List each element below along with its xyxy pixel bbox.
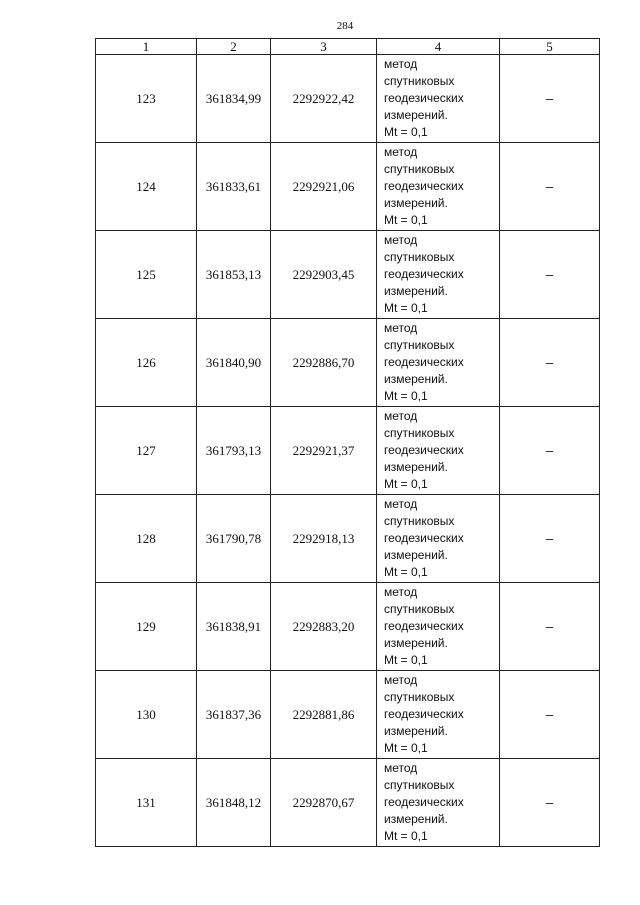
method-text-line: измерений. (384, 284, 448, 298)
method-text-line: измерений. (384, 196, 448, 210)
notes-cell (500, 55, 600, 143)
method-text-line: спутниковых (384, 602, 455, 616)
column-header: 3 (271, 39, 377, 55)
method-text-line: метод (384, 321, 418, 335)
method-text-line: Mt = 0,1 (384, 301, 428, 315)
method-text-line: геодезических (384, 179, 464, 193)
notes-cell (500, 319, 600, 407)
method-text-line: геодезических (384, 355, 464, 369)
coordinate-y-cell: 2292886,70 (271, 319, 377, 407)
notes-cell (500, 495, 600, 583)
method-cell (377, 671, 500, 759)
method-text-line: измерений. (384, 548, 448, 562)
coordinate-x-cell: 361840,90 (197, 319, 271, 407)
empty-value-dash: – (545, 90, 554, 106)
column-header: 5 (500, 39, 600, 55)
method-text-line: спутниковых (384, 250, 455, 264)
method-text-line: Mt = 0,1 (384, 829, 428, 843)
method-text-line: Mt = 0,1 (384, 565, 428, 579)
method-cell (377, 231, 500, 319)
point-number-cell: 131 (96, 759, 197, 847)
coordinate-x-cell: 361853,13 (197, 231, 271, 319)
method-text-line: метод (384, 673, 418, 687)
empty-value-dash: – (545, 178, 554, 194)
coordinate-y-cell: 2292883,20 (271, 583, 377, 671)
coordinates-table (95, 38, 600, 847)
method-text-line: Mt = 0,1 (384, 477, 428, 491)
method-text-line: спутниковых (384, 690, 455, 704)
method-text-line: метод (384, 409, 418, 423)
method-text-line: метод (384, 497, 418, 511)
coordinate-y-cell: 2292903,45 (271, 231, 377, 319)
column-header: 4 (377, 39, 500, 55)
column-header: 1 (96, 39, 197, 55)
method-text-line: Mt = 0,1 (384, 389, 428, 403)
method-text-line: метод (384, 585, 418, 599)
table-row (96, 759, 600, 847)
page-number: 284 (336, 20, 354, 32)
table-row (96, 319, 600, 407)
notes-cell (500, 231, 600, 319)
notes-cell (500, 759, 600, 847)
method-text-line: геодезических (384, 91, 464, 105)
table-row (96, 407, 600, 495)
column-header: 2 (197, 39, 271, 55)
method-text-line: измерений. (384, 108, 448, 122)
method-cell (377, 319, 500, 407)
method-text-line: геодезических (384, 619, 464, 633)
method-text-line: измерений. (384, 372, 448, 386)
method-text-line: метод (384, 57, 418, 71)
table-header-row (96, 39, 600, 55)
method-text-line: измерений. (384, 724, 448, 738)
coordinate-x-cell: 361793,13 (197, 407, 271, 495)
empty-value-dash: – (545, 266, 554, 282)
coordinate-x-cell: 361848,12 (197, 759, 271, 847)
empty-value-dash: – (545, 354, 554, 370)
notes-cell (500, 583, 600, 671)
method-text-line: спутниковых (384, 338, 455, 352)
empty-value-dash: – (545, 618, 554, 634)
method-text-line: спутниковых (384, 426, 455, 440)
method-cell (377, 143, 500, 231)
method-cell (377, 495, 500, 583)
method-text-line: измерений. (384, 636, 448, 650)
method-cell (377, 55, 500, 143)
notes-cell (500, 407, 600, 495)
coordinate-y-cell: 2292921,37 (271, 407, 377, 495)
coordinate-y-cell: 2292921,06 (271, 143, 377, 231)
point-number-cell: 129 (96, 583, 197, 671)
coordinate-y-cell: 2292870,67 (271, 759, 377, 847)
method-text-line: спутниковых (384, 778, 455, 792)
method-text-line: Mt = 0,1 (384, 741, 428, 755)
method-text-line: спутниковых (384, 74, 455, 88)
point-number-cell: 126 (96, 319, 197, 407)
coordinate-y-cell: 2292918,13 (271, 495, 377, 583)
method-text-line: измерений. (384, 812, 448, 826)
method-text-line: геодезических (384, 707, 464, 721)
notes-cell (500, 143, 600, 231)
method-cell (377, 759, 500, 847)
method-text-line: метод (384, 233, 418, 247)
method-text-line: геодезических (384, 267, 464, 281)
table-row (96, 583, 600, 671)
method-text-line: метод (384, 145, 418, 159)
coordinate-y-cell: 2292881,86 (271, 671, 377, 759)
point-number-cell: 130 (96, 671, 197, 759)
coordinate-x-cell: 361834,99 (197, 55, 271, 143)
point-number-cell: 128 (96, 495, 197, 583)
coordinate-x-cell: 361837,36 (197, 671, 271, 759)
table-row (96, 143, 600, 231)
point-number-cell: 123 (96, 55, 197, 143)
method-text-line: Mt = 0,1 (384, 213, 428, 227)
method-text-line: измерений. (384, 460, 448, 474)
table-row (96, 495, 600, 583)
empty-value-dash: – (545, 794, 554, 810)
method-text-line: геодезических (384, 531, 464, 545)
method-text-line: метод (384, 761, 418, 775)
empty-value-dash: – (545, 530, 554, 546)
coordinate-y-cell: 2292922,42 (271, 55, 377, 143)
point-number-cell: 124 (96, 143, 197, 231)
empty-value-dash: – (545, 706, 554, 722)
table-row (96, 231, 600, 319)
method-text-line: геодезических (384, 795, 464, 809)
method-cell (377, 583, 500, 671)
coordinate-x-cell: 361833,61 (197, 143, 271, 231)
empty-value-dash: – (545, 442, 554, 458)
coordinate-x-cell: 361790,78 (197, 495, 271, 583)
point-number-cell: 125 (96, 231, 197, 319)
method-text-line: спутниковых (384, 514, 455, 528)
table-row (96, 671, 600, 759)
table-body (96, 55, 600, 847)
point-number-cell: 127 (96, 407, 197, 495)
table-row (96, 55, 600, 143)
method-cell (377, 407, 500, 495)
method-text-line: спутниковых (384, 162, 455, 176)
method-text-line: геодезических (384, 443, 464, 457)
method-text-line: Mt = 0,1 (384, 125, 428, 139)
notes-cell (500, 671, 600, 759)
coordinate-x-cell: 361838,91 (197, 583, 271, 671)
method-text-line: Mt = 0,1 (384, 653, 428, 667)
